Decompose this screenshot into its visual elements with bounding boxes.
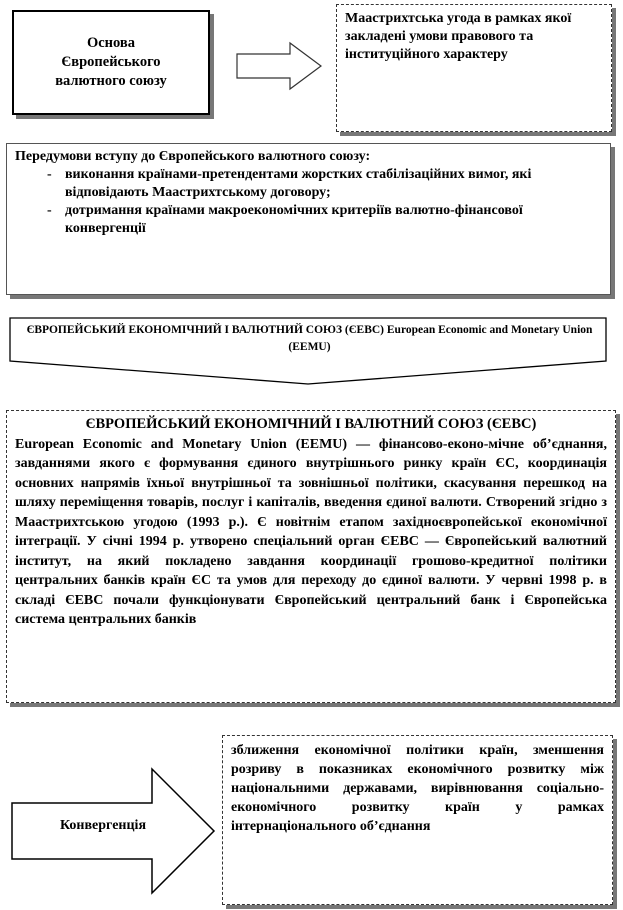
basis-text	[55, 34, 167, 91]
definition-box	[6, 410, 616, 703]
basis-box	[12, 10, 210, 115]
convergence-box	[222, 735, 613, 905]
right-arrow-shape	[234, 40, 324, 92]
dash-bullet: -	[47, 203, 52, 218]
prerequisites-title: Передумови вступу до Європейського валютного союзу:	[15, 149, 371, 164]
convergence-label: Конвергенція	[59, 818, 147, 833]
basis-line: Європейського	[61, 54, 161, 70]
prerequisite-text: дотримання країнами макроекономічних критеріїв валютно-фінансової конвергенції	[65, 203, 523, 236]
dash-bullet: -	[47, 167, 52, 182]
convergence-text: зближення економічної політики країн, зменшення розриву в показниках економічного розвитку між національними державами, вирівнювання соціально-економічного розвитку країн у рамках інтернаціонального об’єднання	[231, 743, 604, 834]
prerequisite-item	[15, 202, 602, 238]
basis-line: Основа	[86, 35, 136, 51]
treaty-box	[336, 4, 612, 132]
definition-body: European Economic and Monetary Union (EEMU) — фінансово-еконо-мічне об’єднання, завданнями якого є формування єдиного внутрішнього ринку країн ЄС, координація основних напрямів їхньої внутрішньої та зовнішньої політики, скасування перешкод на шляху переміщення товарів, послуг і капіталів, введення єдиної валюти. Створений згідно з Маастрихтською угодою (1993 р.). Є новітнім етапом західноєвропейської економічної інтеграції. У січні 1994 р. утворено спеціальний орган ЄЕВС — Європейський валютний інститут, на який покладено завдання координації грошово-кредитної політики центральних банків країн ЄС та умов для переходу до єдиної валюти. У червні 1998 р. в складі ЄЕВС почали функціонувати Європейський центральний банк і Європейська система центральних банків	[15, 436, 607, 627]
treaty-text: Маастрихтська угода в рамках якої закладені умови правового та інституційного характеру	[345, 11, 572, 62]
prerequisites-box	[6, 143, 611, 295]
definition-title: ЄВРОПЕЙСЬКИЙ ЕКОНОМІЧНИЙ І ВАЛЮТНИЙ СОЮЗ (ЄЕВС)	[85, 416, 537, 432]
prerequisite-text: виконання країнами-претендентами жорстких стабілізаційних вимог, які відповідають Маастрихтському договору;	[65, 167, 532, 200]
basis-line: валютного союзу	[55, 73, 167, 89]
banner-text: ЄВРОПЕЙСЬКИЙ ЕКОНОМІЧНИЙ І ВАЛЮТНИЙ СОЮЗ (ЄЕВС) European Economic and Monetary Union (EEMU)	[26, 324, 593, 353]
prerequisite-item	[15, 166, 602, 202]
